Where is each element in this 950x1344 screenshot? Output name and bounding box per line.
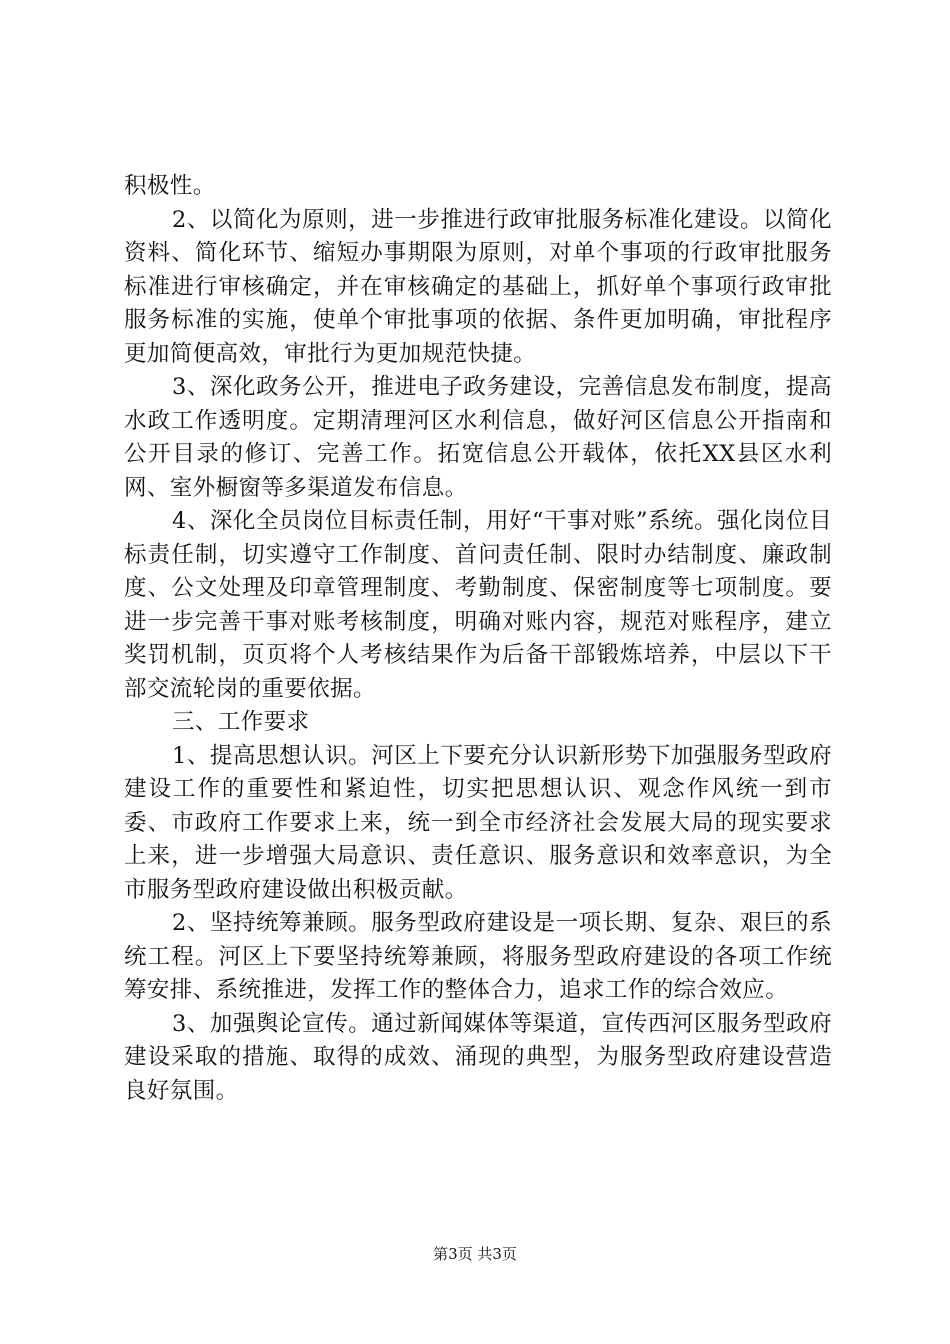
document-body bbox=[124, 170, 832, 1108]
paragraph-requirement-2: 2、坚持统筹兼顾。服务型政府建设是一项长期、复杂、艰巨的系统工程。河区上下要坚持统筹兼顾，将服务型政府建设的各项工作统筹安排、系统推进，发挥工作的整体合力，追求工作的综合效应。 bbox=[124, 910, 832, 1003]
paragraph-requirement-1: 1、提高思想认识。河区上下要充分认识新形势下加强服务型政府建设工作的重要性和紧迫性，切实把思想认识、观念作风统一到市委、市政府工作要求上来，统一到全市经济社会发展大局的现实要求上来，进一步增强大局意识、责任意识、服务意识和效率意识，为全市服务型政府建设做出积极贡献。 bbox=[124, 742, 832, 903]
section-heading-work-requirements: 三、工作要求 bbox=[172, 709, 310, 735]
paragraph-item-2-simplification: 2、以简化为原则，进一步推进行政审批服务标准化建设。以简化资料、简化环节、缩短办事期限为原则，对单个事项的行政审批服务标准进行审核确定，并在审核确定的基础上，抓好单个事项行政审批服务标准的实施，使单个审批事项的依据、条件更加明确，审批程序更加简便高效，审批行为更加规范快捷。 bbox=[124, 206, 832, 367]
paragraph-item-4-responsibility: 4、深化全员岗位目标责任制，用好“干事对账”系统。强化岗位目标责任制，切实遵守工作制度、首问责任制、限时办结制度、廉政制度、公文处理及印章管理制度、考勤制度、保密制度等七项制度。要进一步完善干事对账考核制度，明确对账内容，规范对账程序，建立奖罚机制，页页将个人考核结果作为后备干部锻炼培养，中层以下干部交流轮岗的重要依据。 bbox=[124, 508, 832, 702]
paragraph-continuation: 积极性。 bbox=[124, 173, 216, 199]
page-number-footer: 第3页 共3页 bbox=[433, 1245, 517, 1263]
paragraph-item-3-government-affairs: 3、深化政务公开，推进电子政务建设，完善信息发布制度，提高水政工作透明度。定期清理河区水利信息，做好河区信息公开指南和公开目录的修订、完善工作。拓宽信息公开载体，依托XX县区水利网、室外橱窗等多渠道发布信息。 bbox=[124, 374, 832, 501]
paragraph-requirement-3: 3、加强舆论宣传。通过新闻媒体等渠道，宣传西河区服务型政府建设采取的措施、取得的成效、涌现的典型，为服务型政府建设营造良好氛围。 bbox=[124, 1010, 832, 1104]
